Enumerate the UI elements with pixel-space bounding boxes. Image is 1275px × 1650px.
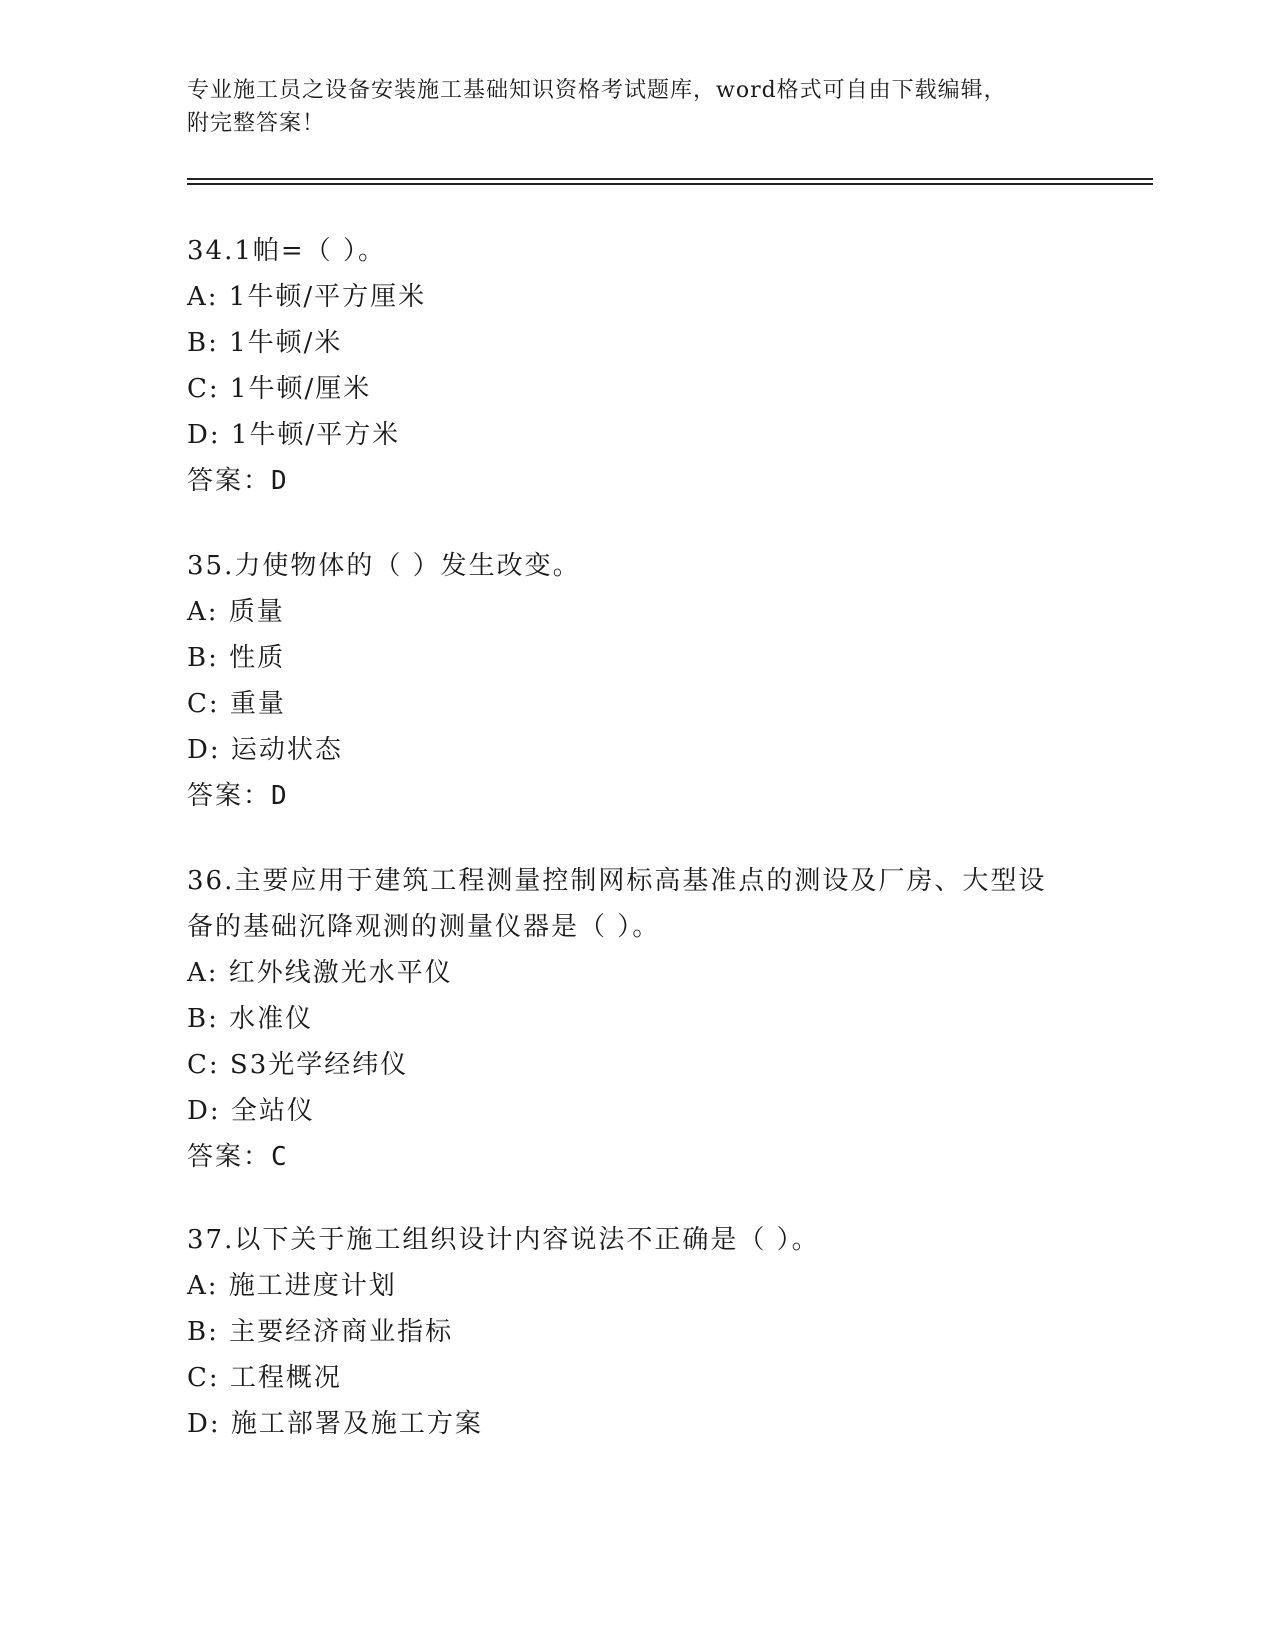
- answer: [187, 1134, 1087, 1180]
- header-line-2: 附完整答案！: [187, 111, 326, 136]
- option-b: B: 性质: [187, 643, 286, 673]
- answer: [187, 773, 1087, 819]
- option-d: D: 运动状态: [187, 735, 343, 765]
- question-stem: [187, 1217, 1087, 1263]
- option-c: C: S3光学经纬仪: [187, 1050, 409, 1080]
- question-35: [187, 543, 1087, 819]
- option-a: A: 质量: [187, 597, 285, 627]
- option-c: C: 工程概况: [187, 1363, 342, 1393]
- question-stem: [187, 858, 1087, 950]
- option-b: B: 水准仪: [187, 1004, 314, 1034]
- question-stem: [187, 543, 1087, 589]
- question-34: [187, 228, 1087, 504]
- answer-value: C: [271, 1142, 289, 1172]
- question-37: [187, 1217, 1087, 1447]
- option-a: A: 红外线激光水平仪: [187, 958, 453, 988]
- question-36: [187, 858, 1087, 1180]
- header-divider-bottom: [187, 183, 1153, 185]
- answer-value: D: [271, 466, 289, 496]
- answer-label: 答案：: [187, 781, 272, 811]
- option-c: C: 1牛顿/厘米: [187, 374, 372, 404]
- question-stem: [187, 228, 1087, 274]
- option-b: B: 主要经济商业指标: [187, 1317, 454, 1347]
- document-header: [187, 74, 1087, 140]
- option-d: D: 1牛顿/平方米: [187, 420, 401, 450]
- question-stem-line: 37.以下关于施工组织设计内容说法不正确是（ ）。: [187, 1225, 820, 1255]
- question-stem-line: 35.力使物体的（ ）发生改变。: [187, 551, 581, 581]
- option-d: D: 全站仪: [187, 1096, 315, 1126]
- header-divider-top: [187, 178, 1153, 180]
- option-a: A: 施工进度计划: [187, 1271, 397, 1301]
- header-line-1: 专业施工员之设备安装施工基础知识资格考试题库，word格式可自由下载编辑，: [187, 78, 1007, 103]
- question-stem-line: 36.主要应用于建筑工程测量控制网标高基准点的测设及厂房、大型设: [187, 866, 1047, 896]
- option-b: B: 1牛顿/米: [187, 328, 343, 358]
- question-stem-line: 34.1帕=（ ）。: [187, 236, 386, 266]
- question-stem-line: 备的基础沉降观测的测量仪器是（ ）。: [187, 912, 661, 942]
- option-c: C: 重量: [187, 689, 286, 719]
- option-d: D: 施工部署及施工方案: [187, 1409, 483, 1439]
- answer-value: D: [271, 781, 289, 811]
- answer-label: 答案：: [187, 466, 272, 496]
- option-a: A: 1牛顿/平方厘米: [187, 282, 427, 312]
- answer: [187, 458, 1087, 504]
- answer-label: 答案：: [187, 1142, 272, 1172]
